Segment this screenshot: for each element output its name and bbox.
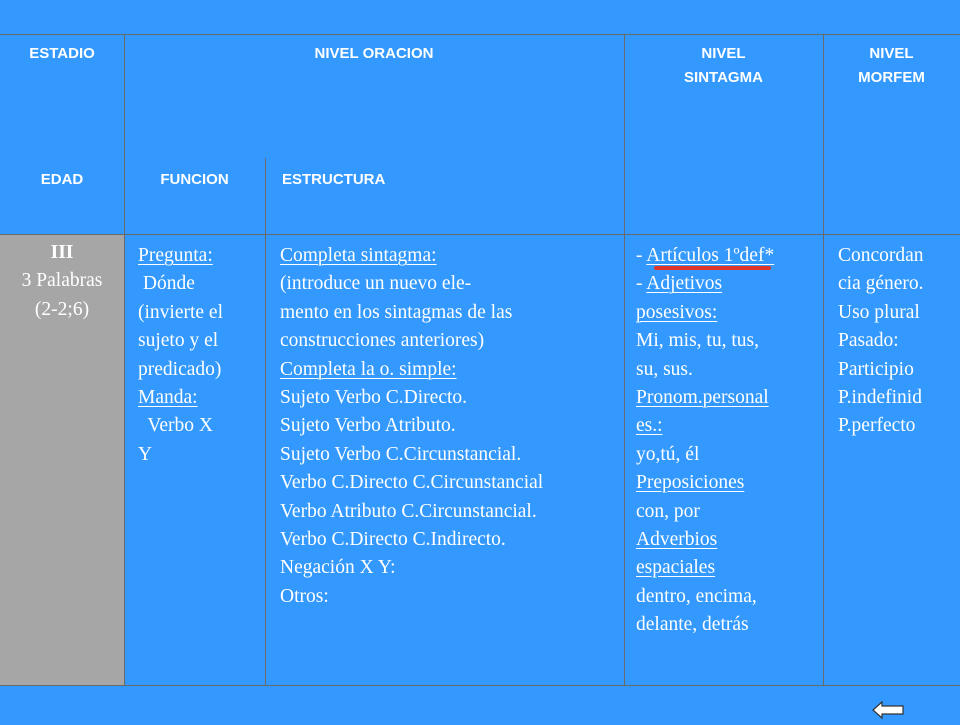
adjetivos-label: Adjetivos (646, 273, 723, 295)
pregunta-line: (invierte el (138, 301, 223, 323)
estructura-item: Otros: (280, 585, 329, 607)
estructura-cell (280, 242, 543, 611)
highlight-underline (654, 266, 771, 270)
preposiciones-label: Preposiciones (636, 472, 745, 494)
header-estadio: ESTADIO (29, 45, 95, 62)
stage-cell (0, 239, 124, 324)
adverbios-values: delante, detrás (636, 614, 749, 636)
completa-simple-label: Completa la o. simple: (280, 358, 457, 380)
morfem-line: cia género. (838, 273, 924, 295)
pregunta-label: Pregunta: (138, 245, 213, 266)
estructura-line: construcciones anteriores) (280, 330, 485, 352)
posesivos-label: posesivos: (636, 301, 718, 323)
header-nivel-morfem-line1: NIVEL (869, 45, 914, 62)
stage-numeral: III (50, 242, 74, 263)
posesivos-values: su, sus. (636, 358, 693, 380)
grid-line (265, 158, 266, 686)
preposiciones-values: con, por (636, 500, 700, 522)
morfem-line: P.perfecto (838, 415, 916, 437)
manda-label: Manda: (138, 387, 198, 409)
estructura-line: mento en los sintagmas de las (280, 301, 513, 323)
header-nivel-sintagma-line1: NIVEL (701, 45, 746, 62)
header-nivel-sintagma-line2: SINTAGMA (684, 69, 763, 86)
estructura-item: Verbo C.Directo C.Indirecto. (280, 529, 506, 551)
header-nivel-morfem-line2: MORFEM (858, 69, 925, 86)
header-estructura: ESTRUCTURA (282, 171, 386, 188)
pregunta-line: Dónde (138, 273, 195, 295)
grid-line (124, 34, 125, 686)
articulos-label: Artículos 1ºdef* (646, 245, 775, 266)
estructura-item: Verbo C.Directo C.Circunstancial (280, 472, 544, 494)
morfem-line: P.indefinid (838, 387, 922, 409)
estructura-line: (introduce un nuevo ele- (280, 273, 472, 295)
estructura-item: Verbo Atributo C.Circunstancial. (280, 500, 537, 522)
adverbios-values: dentro, encima, (636, 585, 757, 607)
morfem-line: Uso plural (838, 301, 920, 323)
posesivos-values: Mi, mis, tu, tus, (636, 330, 759, 352)
morfem-line: Concordan (838, 245, 924, 266)
back-button[interactable] (871, 700, 905, 720)
adjetivos-line (636, 270, 774, 298)
pronom-label: Pronom.personal (636, 387, 769, 409)
manda-line: Y (138, 443, 153, 465)
funcion-cell (138, 242, 223, 469)
header-nivel-morfem (823, 42, 960, 90)
estructura-item: Negación X Y: (280, 557, 396, 579)
stage-age: (2-2;6) (34, 298, 90, 320)
stage-words: 3 Palabras (21, 270, 103, 292)
grid-line (0, 34, 960, 35)
grid-line (0, 234, 960, 235)
grid-line (0, 685, 960, 686)
completa-sintagma-label: Completa sintagma: (280, 245, 437, 266)
grid-line (823, 34, 824, 686)
pronom-values: yo,tú, él (636, 443, 700, 465)
dash: - (636, 273, 647, 295)
header-nivel-oracion: NIVEL ORACION (314, 45, 434, 62)
morfem-line: Participio (838, 358, 914, 380)
header-funcion: FUNCION (160, 171, 229, 188)
pregunta-line: sujeto y el (138, 330, 219, 352)
adverbios-label: espaciales (636, 557, 716, 579)
header-nivel-sintagma (624, 42, 823, 90)
manda-line: Verbo X (138, 415, 213, 437)
morfem-cell (838, 242, 924, 441)
grid-line (624, 34, 625, 686)
header-edad: EDAD (40, 171, 84, 188)
adverbios-label: Adverbios (636, 529, 718, 551)
sintagma-cell (636, 242, 774, 640)
pregunta-line: predicado) (138, 358, 222, 380)
back-arrow-icon (871, 700, 905, 720)
dash: - (636, 245, 647, 266)
morfem-line: Pasado: (838, 330, 899, 352)
estructura-item: Sujeto Verbo C.Circunstancial. (280, 443, 522, 465)
estructura-item: Sujeto Verbo C.Directo. (280, 387, 468, 409)
estructura-item: Sujeto Verbo Atributo. (280, 415, 456, 437)
pronom-label: es.: (636, 415, 663, 437)
